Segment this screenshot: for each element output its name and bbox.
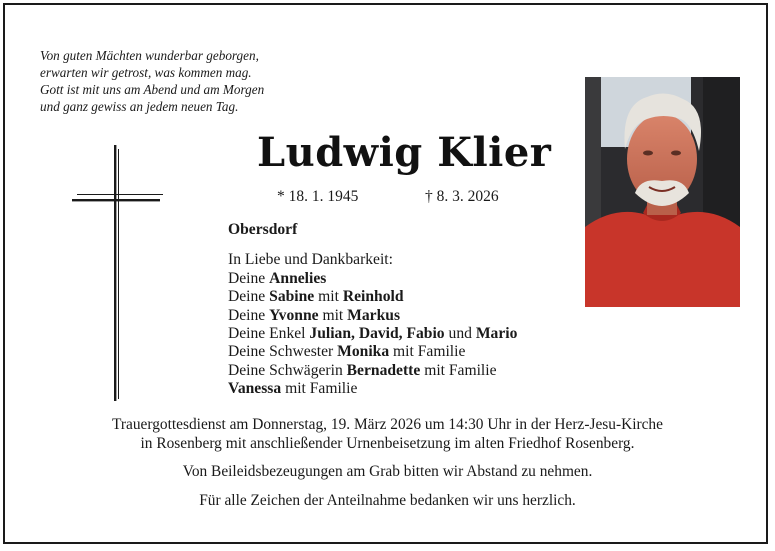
family-line [228,343,517,361]
relation-text: mit Familie [285,380,358,398]
service-info [5,415,770,453]
relation-text: Deine Schwägerin [228,361,343,379]
relative-name: Julian, David, Fabio [309,325,445,343]
death-date: † 8. 3. 2026 [425,188,499,205]
family-line [228,362,517,380]
relative-name: Mario [475,325,518,343]
intro-line: In Liebe und Dankbarkeit: [228,251,393,269]
family-line [228,270,517,288]
relative-name: Markus [347,306,401,324]
family-line [228,288,517,306]
relation-text: und [448,325,472,343]
service-line: in Rosenberg mit anschließender Urnenbeisetzung im alten Friedhof Rosenberg. [140,435,635,452]
poem-line: erwarten wir getrost, was kommen mag. [40,65,252,80]
relative-name: Yvonne [269,306,319,324]
family-line [228,325,517,343]
town: Obersdorf [228,221,298,238]
poem-line: und ganz gewiss an jedem neuen Tag. [40,99,239,114]
relation-text: mit [322,306,344,324]
service-line: Trauergottesdienst am Donnerstag, 19. März 2026 um 14:30 Uhr in der Herz-Jesu-Kirche [112,416,663,433]
poem-line: Gott ist mit uns am Abend und am Morgen [40,82,265,97]
poem [40,47,264,115]
poem-line: Von guten Mächten wunderbar geborgen, [40,48,259,63]
relation-text: Deine [228,306,266,324]
relation-text: Deine Schwester [228,343,334,361]
portrait-photo [585,77,740,307]
family-line [228,307,517,325]
relative-name: Sabine [269,288,315,306]
relation-text: Deine Enkel [228,325,306,343]
relation-text: Deine [228,269,266,287]
relation-text: mit [318,288,339,306]
relative-name: Annelies [269,269,327,287]
family-line [228,380,517,398]
relative-name: Bernadette [346,361,421,379]
relation-text: Deine [228,288,266,306]
relation-text: mit Familie [393,343,466,361]
deceased-name: Ludwig Klier [257,129,552,176]
cross-icon [69,145,169,401]
relative-name: Reinhold [342,288,404,306]
relation-text: mit Familie [424,361,497,379]
obituary-card [3,3,768,544]
relative-name: Vanessa [228,380,282,398]
condolence-note: Von Beileidsbezeugungen am Grab bitten wir Abstand zu nehmen. [182,463,593,480]
relative-name: Monika [337,343,390,361]
thanks-note: Für alle Zeichen der Anteilnahme bedanken wir uns herzlich. [199,492,576,509]
family-list [228,221,517,399]
birth-date: * 18. 1. 1945 [277,188,359,205]
